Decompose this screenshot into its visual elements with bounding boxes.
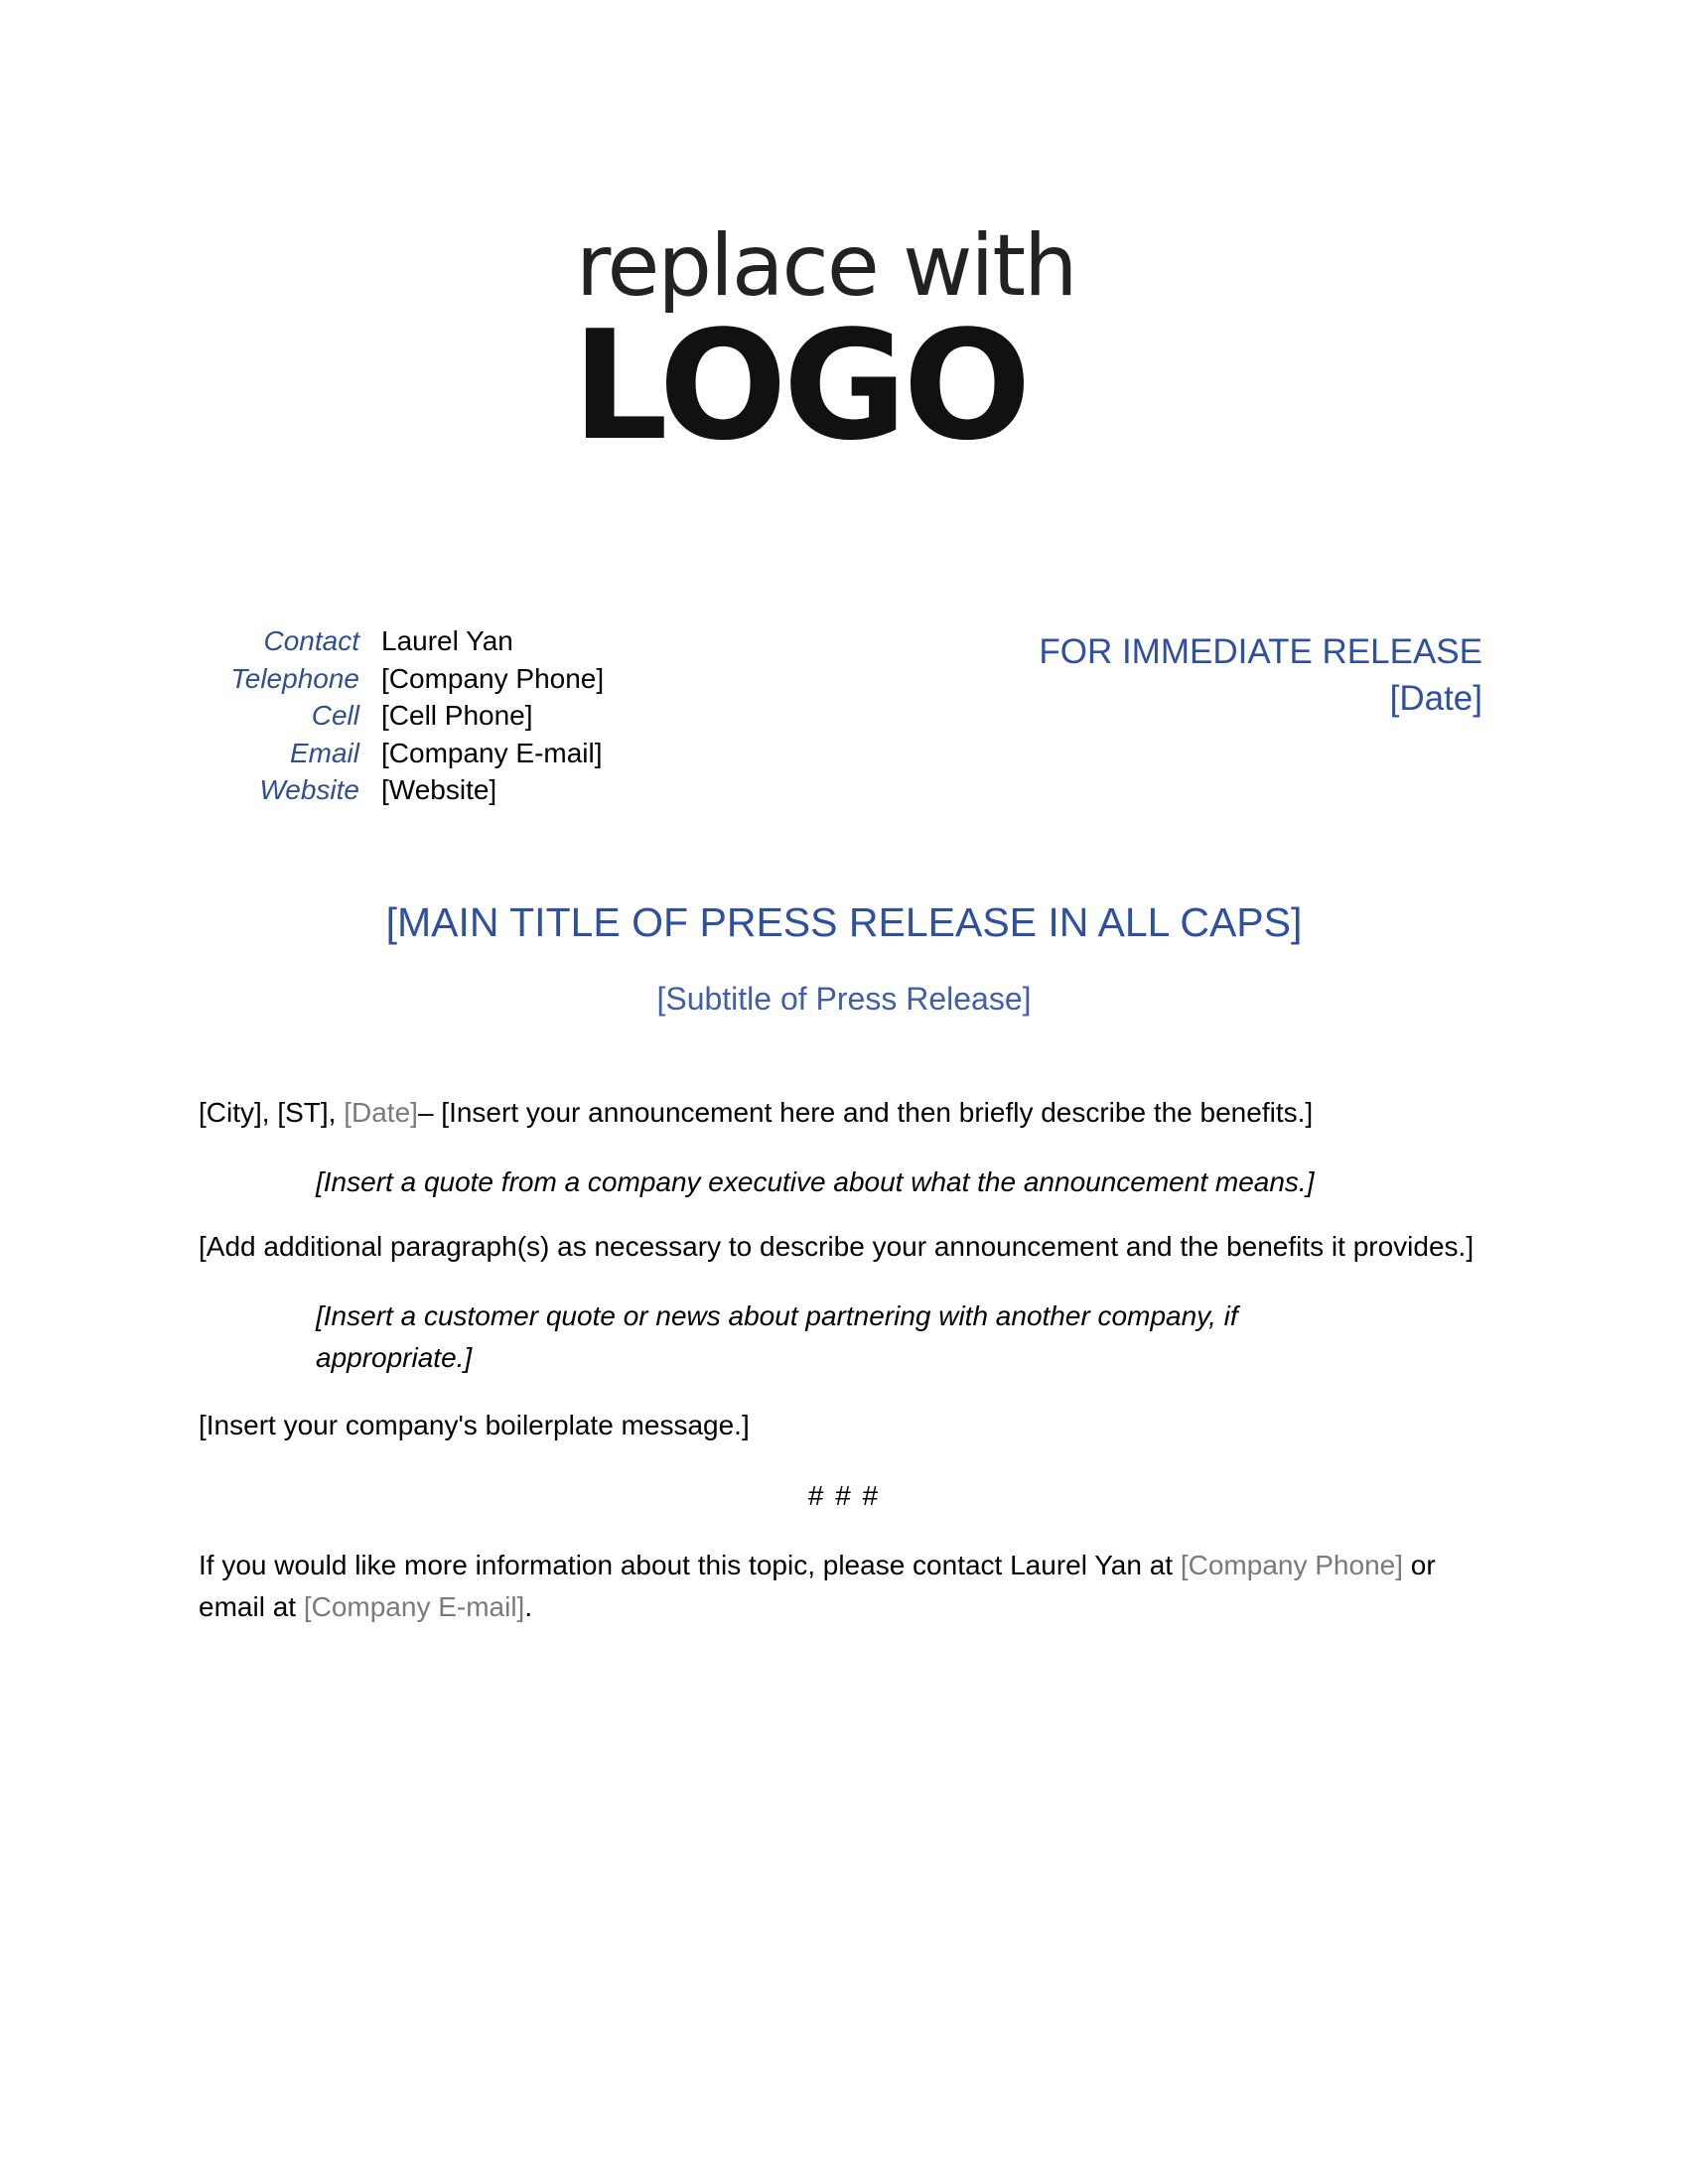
release-date: [Date] <box>1389 679 1482 718</box>
contact-row-contact <box>199 625 604 663</box>
cell-label: Cell <box>311 700 359 731</box>
dateline-location: [City], [ST], <box>199 1097 345 1128</box>
telephone-value: [Company Phone] <box>381 662 605 694</box>
contact-row-telephone <box>199 663 604 701</box>
customer-quote-line-1: [Insert a customer quote or news about partnering with another company, if <box>316 1300 1238 1331</box>
release-label: FOR IMMEDIATE RELEASE <box>1039 632 1482 671</box>
release-block <box>1039 628 1482 722</box>
closing-text: If you would like more information about this topic, please contact Laurel Yan at <box>199 1550 1181 1580</box>
cell-value: [Cell Phone] <box>381 700 533 731</box>
closing-paragraph <box>199 1545 1489 1628</box>
email-value: [Company E-mail] <box>381 737 603 768</box>
contact-block <box>199 625 604 812</box>
contact-label: Contact <box>263 625 359 656</box>
contact-value: Laurel Yan <box>381 625 513 656</box>
page-title: [MAIN TITLE OF PRESS RELEASE IN ALL CAPS] <box>385 899 1303 945</box>
end-marker: # # # <box>807 1480 881 1511</box>
closing-email-prefix: email at <box>199 1591 304 1622</box>
contact-row-email <box>199 738 604 775</box>
contact-row-cell <box>199 700 604 738</box>
dateline-paragraph <box>199 1092 1489 1134</box>
dateline-announcement: – [Insert your announcement here and then briefly describe the benefits.] <box>417 1097 1314 1128</box>
website-value: [Website] <box>381 774 497 805</box>
additional-paragraph: [Add additional paragraph(s) as necessary to describe your announcement and the benefits it provides.] <box>199 1231 1475 1262</box>
telephone-label: Telephone <box>230 662 359 694</box>
closing-line-2 <box>199 1586 1489 1628</box>
logo-line-1: replace with <box>576 216 1076 316</box>
closing-email: [Company E-mail] <box>303 1591 525 1622</box>
customer-quote <box>316 1296 1348 1379</box>
closing-phone: [Company Phone] <box>1180 1550 1403 1580</box>
closing-period: . <box>524 1591 533 1622</box>
executive-quote: [Insert a quote from a company executive about what the announcement means.] <box>316 1166 1315 1197</box>
logo-line-2: LOGO <box>572 298 1028 474</box>
contact-row-website <box>199 774 604 812</box>
logo-placeholder <box>572 216 1112 481</box>
page-subtitle: [Subtitle of Press Release] <box>656 981 1032 1017</box>
boilerplate-paragraph: [Insert your company's boilerplate message.] <box>199 1410 750 1440</box>
website-label: Website <box>259 774 359 805</box>
email-label: Email <box>289 737 359 768</box>
closing-or: or <box>1403 1550 1436 1580</box>
customer-quote-line-2: appropriate.] <box>316 1342 473 1373</box>
dateline-date: [Date] <box>344 1097 418 1128</box>
closing-line-1 <box>199 1545 1489 1586</box>
